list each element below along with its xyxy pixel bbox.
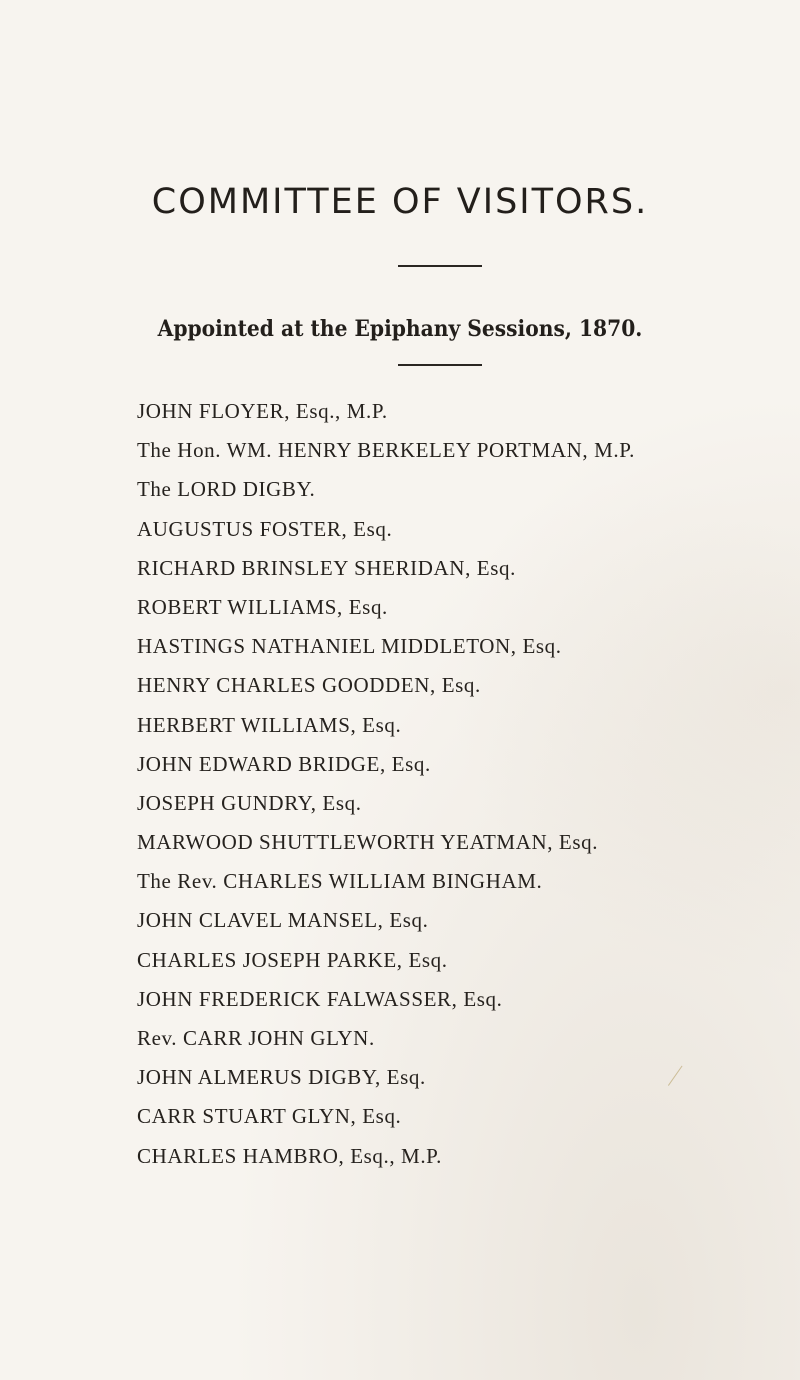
page-subtitle: Appointed at the Epiphany Sessions, 1870.	[157, 316, 643, 342]
member-name: The Rev. CHARLES WILLIAM BINGHAM.	[137, 869, 543, 894]
member-name: ROBERT WILLIAMS, Esq.	[137, 594, 388, 619]
member-name: CHARLES HAMBRO, Esq., M.P.	[137, 1143, 442, 1168]
member-name: AUGUSTUS FOSTER, Esq.	[137, 516, 393, 541]
title-divider	[398, 265, 482, 267]
subtitle-divider	[398, 364, 482, 366]
member-name: JOHN FLOYER, Esq., M.P.	[137, 399, 388, 423]
member-name: CHARLES JOSEPH PARKE, Esq.	[137, 947, 448, 972]
member-name: CARR STUART GLYN, Esq.	[137, 1104, 402, 1129]
member-name: The Hon. WM. HENRY BERKELEY PORTMAN, M.P.	[137, 438, 635, 463]
member-name: MARWOOD SHUTTLEWORTH YEATMAN, Esq.	[137, 830, 599, 855]
member-name: JOHN EDWARD BRIDGE, Esq.	[137, 751, 431, 776]
member-name: HERBERT WILLIAMS, Esq.	[137, 712, 402, 737]
member-name: Rev. CARR JOHN GLYN.	[137, 1026, 375, 1050]
member-name: JOHN CLAVEL MANSEL, Esq.	[137, 908, 429, 933]
member-name: JOHN FREDERICK FALWASSER, Esq.	[137, 986, 503, 1011]
member-name: The LORD DIGBY.	[137, 477, 316, 502]
page-title: COMMITTEE OF VISITORS.	[151, 182, 649, 222]
member-list	[137, 392, 787, 1176]
member-name: HASTINGS NATHANIEL MIDDLETON, Esq.	[137, 634, 562, 659]
member-name: RICHARD BRINSLEY SHERIDAN, Esq.	[137, 555, 516, 580]
member-name: JOSEPH GUNDRY, Esq.	[137, 790, 362, 815]
member-name: HENRY CHARLES GOODDEN, Esq.	[137, 673, 481, 698]
member-name: JOHN ALMERUS DIGBY, Esq.	[137, 1065, 426, 1090]
